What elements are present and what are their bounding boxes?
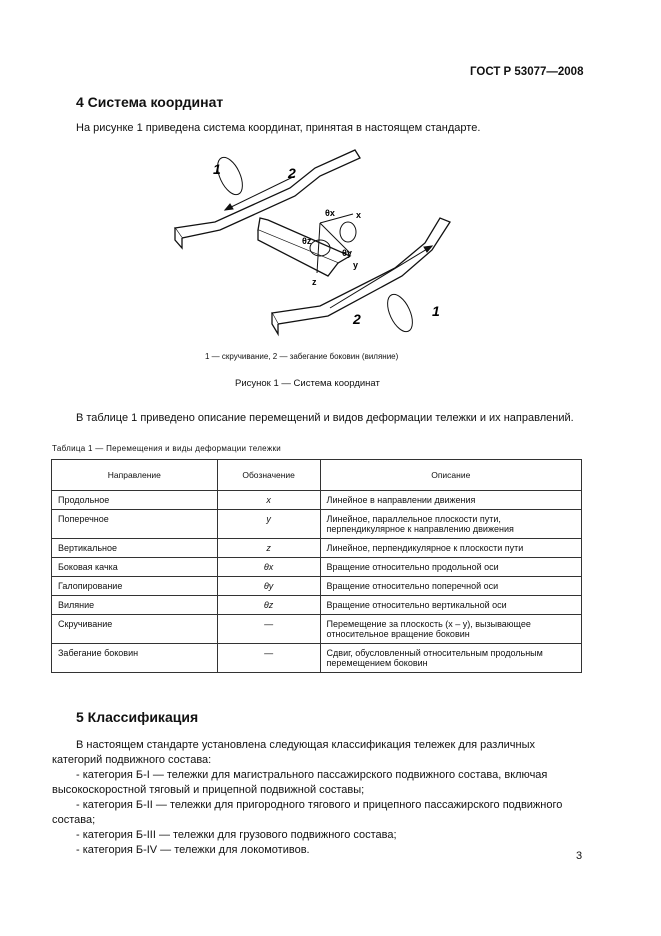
cell-direction: Забегание боковин bbox=[52, 644, 218, 673]
cell-description: Линейное, перпендикулярное к плоскости пути bbox=[320, 539, 581, 558]
table-row bbox=[52, 491, 582, 510]
cell-description: Вращение относительно поперечной оси bbox=[320, 577, 581, 596]
header-direction: Направление bbox=[52, 460, 218, 491]
label-z: z bbox=[312, 277, 317, 287]
table-row bbox=[52, 577, 582, 596]
figure-legend: 1 — скручивание, 2 — забегание боковин (виляние) bbox=[205, 352, 399, 361]
cell-direction: Виляние bbox=[52, 596, 218, 615]
list-item: - категория Б-II — тележки для пригородного тягового и прицепного пассажирского подвижного состава; bbox=[52, 799, 563, 826]
section-5-title: 5 Классификация bbox=[76, 709, 199, 725]
cell-description: Сдвиг, обусловленный относительным продольным перемещением боковин bbox=[320, 644, 581, 673]
cell-designation: θz bbox=[217, 596, 320, 615]
cell-designation: z bbox=[217, 539, 320, 558]
table-header-row bbox=[52, 460, 582, 491]
header-description: Описание bbox=[320, 460, 581, 491]
cell-description: Линейное, параллельное плоскости пути, перпендикулярное к направлению движения bbox=[320, 510, 581, 539]
label-theta-y: θy bbox=[342, 248, 352, 258]
list-item: - категория Б-I — тележки для магистрального пассажирского подвижного состава, включая высокоскоростной тяговый и прицепной подвижной составы; bbox=[52, 769, 548, 796]
label-theta-z: θz bbox=[302, 236, 312, 246]
cell-direction: Скручивание bbox=[52, 615, 218, 644]
header-designation: Обозначение bbox=[217, 460, 320, 491]
list-item: - категория Б-III — тележки для грузового подвижного состава; bbox=[76, 829, 397, 841]
label-theta-x: θx bbox=[325, 208, 335, 218]
standard-number: ГОСТ Р 53077—2008 bbox=[470, 66, 584, 78]
label-y: y bbox=[353, 260, 359, 270]
figure-caption: Рисунок 1 — Система координат bbox=[235, 378, 380, 389]
classification-list bbox=[52, 738, 584, 858]
table-row bbox=[52, 596, 582, 615]
table-row bbox=[52, 644, 582, 673]
table-intro: В таблице 1 приведено описание перемещений и видов деформации тележки и их направлений. bbox=[76, 412, 574, 424]
label-x: x bbox=[356, 210, 362, 220]
cell-designation: θx bbox=[217, 558, 320, 577]
label-1-top: 1 bbox=[213, 161, 221, 177]
coordinate-system-figure bbox=[170, 148, 470, 348]
section-4-title: 4 Система координат bbox=[76, 94, 224, 110]
table-row bbox=[52, 539, 582, 558]
label-2-bottom: 2 bbox=[353, 311, 361, 327]
cell-direction: Продольное bbox=[52, 491, 218, 510]
table-row bbox=[52, 615, 582, 644]
deformation-table bbox=[51, 459, 582, 673]
table-caption: Таблица 1 — Перемещения и виды деформации тележки bbox=[52, 444, 282, 453]
cell-description: Вращение относительно продольной оси bbox=[320, 558, 581, 577]
cell-direction: Боковая качка bbox=[52, 558, 218, 577]
classification-intro: В настоящем стандарте установлена следующая классификация тележек для различных категорий подвижного состава: bbox=[52, 739, 535, 766]
label-1-bottom: 1 bbox=[432, 303, 440, 319]
cell-direction: Галопирование bbox=[52, 577, 218, 596]
cell-designation: x bbox=[217, 491, 320, 510]
cell-direction: Вертикальное bbox=[52, 539, 218, 558]
page-number: 3 bbox=[576, 850, 583, 862]
table-row bbox=[52, 510, 582, 539]
table-row bbox=[52, 558, 582, 577]
section-4-intro: На рисунке 1 приведена система координат, принятая в настоящем стандарте. bbox=[76, 122, 481, 134]
cell-designation: — bbox=[217, 615, 320, 644]
cell-description: Вращение относительно вертикальной оси bbox=[320, 596, 581, 615]
cell-designation: y bbox=[217, 510, 320, 539]
cell-designation: θy bbox=[217, 577, 320, 596]
label-2-top: 2 bbox=[288, 165, 296, 181]
cell-designation: — bbox=[217, 644, 320, 673]
cell-description: Перемещение за плоскость (x – y), вызывающее относительное вращение боковин bbox=[320, 615, 581, 644]
list-item: - категория Б-IV — тележки для локомотивов. bbox=[76, 844, 310, 856]
cell-description: Линейное в направлении движения bbox=[320, 491, 581, 510]
cell-direction: Поперечное bbox=[52, 510, 218, 539]
